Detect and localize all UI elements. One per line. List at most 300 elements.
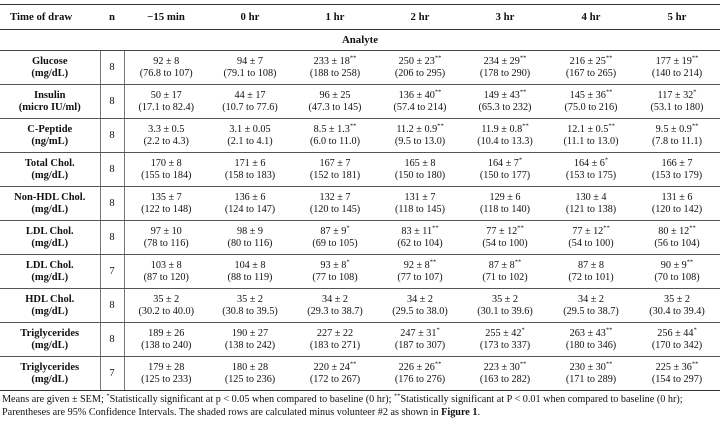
- cell-ci: (118 to 145): [395, 203, 445, 215]
- table-cell: [124, 85, 208, 119]
- cell-ci: (78 to 116): [143, 237, 189, 249]
- cell-ci: (62 to 104): [397, 237, 443, 249]
- cell-ci: (124 to 147): [224, 203, 276, 215]
- row-n: 8: [100, 323, 124, 357]
- cell-mean: [378, 192, 462, 204]
- cell-mean-value: 230 ± 30: [569, 361, 606, 373]
- row-n: 8: [100, 187, 124, 221]
- cell-mean: [378, 226, 462, 238]
- cell-ci: (30.1 to 39.6): [477, 305, 533, 317]
- table-cell: [462, 85, 548, 119]
- cell-ci: (87 to 120): [143, 271, 189, 283]
- table-footnote: [2, 393, 718, 419]
- table-cell: [548, 221, 634, 255]
- cell-mean: [634, 56, 720, 68]
- significance-mark: **: [608, 122, 615, 130]
- table-cell: [634, 221, 720, 255]
- analyte-unit: (mg/dL): [31, 203, 69, 215]
- table-cell: [292, 221, 378, 255]
- cell-ci: (183 to 271): [309, 339, 361, 351]
- table-cell: [208, 187, 292, 221]
- analyte-name: Insulin: [33, 89, 66, 101]
- cell-mean-value: 35 ± 2: [153, 293, 180, 305]
- analyte-name: Glucose: [31, 55, 68, 67]
- cell-ci: (167 to 265): [565, 67, 617, 79]
- table-cell: [378, 85, 462, 119]
- cell-mean-value: 87 ± 9: [320, 225, 347, 237]
- footnote-sup-double: **: [394, 392, 401, 400]
- table-cell: [124, 187, 208, 221]
- table-cell: [378, 119, 462, 153]
- table-cell: [124, 289, 208, 323]
- table-row: [0, 119, 720, 153]
- cell-mean-value: 247 ± 31: [400, 327, 437, 339]
- cell-mean: [634, 328, 720, 340]
- table-cell: [634, 357, 720, 391]
- cell-mean: [125, 192, 209, 204]
- cell-mean-value: 171 ± 6: [234, 157, 266, 169]
- analyte-unit: (mg/dL): [31, 271, 69, 283]
- header-col: 1 hr: [292, 5, 378, 30]
- significance-mark: **: [349, 122, 357, 130]
- cell-mean: [378, 90, 462, 102]
- cell-mean-value: 96 ± 25: [319, 89, 351, 101]
- table-cell: [462, 357, 548, 391]
- header-col: −15 min: [124, 5, 208, 30]
- cell-mean-value: 97 ± 10: [150, 225, 182, 237]
- cell-mean: [378, 56, 462, 68]
- cell-mean-value: 11.9 ± 0.8: [481, 123, 523, 135]
- significance-mark: **: [432, 224, 439, 232]
- table-cell: [378, 221, 462, 255]
- cell-ci: (180 to 346): [565, 339, 617, 351]
- cell-ci: (171 to 289): [565, 373, 617, 385]
- cell-mean: [378, 328, 462, 340]
- cell-ci: (77 to 107): [397, 271, 443, 283]
- cell-ci: (79.1 to 108): [223, 67, 277, 79]
- cell-mean: [208, 362, 292, 374]
- cell-mean-value: 11.2 ± 0.9: [396, 123, 438, 135]
- cell-ci: (172 to 267): [309, 373, 361, 385]
- table-cell: [634, 289, 720, 323]
- table-cell: [634, 85, 720, 119]
- cell-ci: (120 to 142): [651, 203, 703, 215]
- cell-ci: (47.3 to 145): [308, 101, 362, 113]
- cell-mean-value: 90 ± 9: [660, 259, 687, 271]
- cell-mean: [548, 294, 634, 306]
- cell-mean-value: 255 ± 42: [485, 327, 522, 339]
- cell-mean: [292, 124, 378, 136]
- table-cell: [462, 119, 548, 153]
- table-row: [0, 221, 720, 255]
- cell-mean: [548, 226, 634, 238]
- cell-ci: (72 to 101): [568, 271, 614, 283]
- cell-mean: [292, 226, 378, 238]
- cell-ci: (178 to 290): [479, 67, 531, 79]
- cell-mean-value: 34 ± 2: [322, 293, 348, 305]
- row-label: [0, 289, 100, 323]
- cell-ci: (138 to 240): [141, 339, 192, 351]
- figure-link[interactable]: Figure 1: [441, 407, 478, 418]
- significance-mark: **: [517, 224, 524, 232]
- cell-ci: (138 to 242): [224, 339, 276, 351]
- row-label: [0, 221, 100, 255]
- cell-ci: (80 to 116): [227, 237, 273, 249]
- cell-mean: [462, 158, 548, 170]
- cell-ci: (88 to 119): [227, 271, 273, 283]
- significance-mark: *: [436, 326, 440, 334]
- cell-mean: [462, 294, 548, 306]
- cell-mean: [125, 362, 209, 374]
- analyte-name: Non-HDL Chol.: [14, 191, 86, 203]
- table-cell: [292, 289, 378, 323]
- analyte-unit: (mg/dL): [31, 373, 69, 385]
- cell-mean: [548, 192, 634, 204]
- cell-mean-value: 9.5 ± 0.9: [655, 123, 692, 135]
- footnote-text-a: Means are given ± SEM;: [2, 394, 107, 405]
- cell-mean: [548, 124, 634, 136]
- cell-mean-value: 145 ± 36: [569, 89, 606, 101]
- cell-mean-value: 131 ± 7: [404, 191, 436, 203]
- cell-mean: [292, 90, 378, 102]
- table-cell: [292, 255, 378, 289]
- row-label: [0, 187, 100, 221]
- section-row: [0, 30, 720, 51]
- cell-mean-value: 34 ± 2: [578, 293, 604, 305]
- cell-ci: (176 to 276): [394, 373, 446, 385]
- cell-mean: [208, 90, 292, 102]
- cell-mean: [634, 192, 720, 204]
- cell-ci: (29.5 to 38.7): [563, 305, 619, 317]
- cell-ci: (2.2 to 4.3): [143, 135, 189, 147]
- cell-ci: (188 to 258): [309, 67, 361, 79]
- cell-mean-value: 132 ± 7: [319, 191, 351, 203]
- table-row: [0, 357, 720, 391]
- table-cell: [462, 221, 548, 255]
- cell-mean-value: 87 ± 8: [578, 259, 604, 271]
- cell-ci: (75.0 to 216): [564, 101, 618, 113]
- table-cell: [208, 323, 292, 357]
- table-cell: [634, 51, 720, 85]
- cell-ci: (163 to 282): [479, 373, 531, 385]
- cell-mean-value: 94 ± 7: [237, 55, 263, 67]
- cell-mean: [548, 328, 634, 340]
- significance-mark: **: [519, 360, 527, 368]
- analyte-unit: (ng/mL): [31, 135, 69, 147]
- significance-mark: *: [604, 156, 609, 164]
- analyte-name: HDL Chol.: [25, 293, 75, 305]
- cell-mean-value: 225 ± 36: [655, 361, 692, 373]
- cell-ci: (29.3 to 38.7): [307, 305, 363, 317]
- cell-mean-value: 98 ± 9: [237, 225, 263, 237]
- cell-mean-value: 256 ± 44: [657, 327, 694, 339]
- cell-mean-value: 177 ± 19: [655, 55, 692, 67]
- cell-mean-value: 129 ± 6: [489, 191, 521, 203]
- cell-mean: [292, 158, 378, 170]
- cell-mean-value: 223 ± 30: [483, 361, 520, 373]
- row-n: 8: [100, 85, 124, 119]
- significance-mark: **: [434, 88, 442, 96]
- cell-mean-value: 179 ± 28: [148, 361, 185, 373]
- significance-mark: *: [518, 156, 523, 164]
- cell-ci: (153 to 179): [651, 169, 703, 181]
- cell-ci: (56 to 104): [654, 237, 700, 249]
- cell-mean-value: 233 ± 18: [313, 55, 350, 67]
- cell-mean-value: 35 ± 2: [492, 293, 518, 305]
- cell-mean-value: 35 ± 2: [237, 293, 263, 305]
- cell-ci: (70 to 108): [654, 271, 700, 283]
- cell-mean-value: 166 ± 7: [661, 157, 693, 169]
- cell-mean: [125, 124, 209, 136]
- cell-mean-value: 164 ± 7: [487, 157, 519, 169]
- cell-mean-value: 227 ± 22: [316, 327, 354, 339]
- table-cell: [462, 289, 548, 323]
- analyte-name: Total Chol.: [24, 157, 75, 169]
- table-cell: [378, 323, 462, 357]
- cell-mean: [292, 294, 378, 306]
- cell-ci: (152 to 181): [309, 169, 361, 181]
- significance-mark: **: [349, 360, 357, 368]
- table-cell: [462, 153, 548, 187]
- table-cell: [208, 85, 292, 119]
- table-cell: [124, 323, 208, 357]
- significance-mark: **: [434, 54, 442, 62]
- table-cell: [548, 187, 634, 221]
- cell-ci: (150 to 180): [394, 169, 446, 181]
- cell-mean-value: 77 ± 12: [572, 225, 604, 237]
- analyte-unit: (mg/dL): [31, 339, 69, 351]
- cell-mean: [462, 362, 548, 374]
- row-label: [0, 255, 100, 289]
- table-cell: [124, 51, 208, 85]
- cell-mean-value: 12.1 ± 0.5: [567, 123, 609, 135]
- table-row: [0, 187, 720, 221]
- cell-mean: [634, 226, 720, 238]
- cell-mean-value: 87 ± 8: [488, 259, 515, 271]
- significance-mark: **: [349, 54, 357, 62]
- significance-mark: *: [521, 326, 525, 334]
- table-row: [0, 255, 720, 289]
- cell-ci: (65.3 to 232): [478, 101, 532, 113]
- significance-mark: **: [429, 258, 437, 266]
- cell-ci: (125 to 233): [141, 373, 192, 385]
- cell-mean: [548, 56, 634, 68]
- header-col: 5 hr: [634, 5, 720, 30]
- table-cell: [208, 51, 292, 85]
- analyte-unit: (mg/dL): [31, 169, 69, 181]
- header-row: [0, 5, 720, 30]
- cell-mean: [378, 362, 462, 374]
- cell-mean-value: 50 ± 17: [150, 89, 182, 101]
- significance-mark: *: [693, 88, 697, 96]
- cell-mean: [634, 90, 720, 102]
- table-cell: [124, 221, 208, 255]
- header-col: 2 hr: [378, 5, 462, 30]
- cell-mean: [208, 226, 292, 238]
- cell-mean: [292, 260, 378, 272]
- section-title: Analyte: [0, 30, 720, 51]
- table-cell: [292, 51, 378, 85]
- cell-mean: [208, 192, 292, 204]
- cell-mean-value: 189 ± 26: [148, 327, 185, 339]
- cell-ci: (54 to 100): [568, 237, 614, 249]
- table-cell: [548, 119, 634, 153]
- cell-mean-value: 136 ± 40: [398, 89, 435, 101]
- header-col: 4 hr: [548, 5, 634, 30]
- cell-ci: (53.1 to 180): [650, 101, 704, 113]
- header-col: 0 hr: [208, 5, 292, 30]
- table-cell: [634, 323, 720, 357]
- cell-mean: [378, 158, 462, 170]
- table-cell: [462, 255, 548, 289]
- table-cell: [208, 221, 292, 255]
- cell-mean: [462, 226, 548, 238]
- cell-mean: [634, 260, 720, 272]
- table-cell: [634, 255, 720, 289]
- cell-mean: [208, 56, 292, 68]
- cell-mean: [548, 260, 634, 272]
- cell-ci: (122 to 148): [141, 203, 192, 215]
- analyte-unit: (mg/dL): [31, 305, 69, 317]
- significance-mark: **: [603, 224, 610, 232]
- cell-mean-value: 83 ± 11: [401, 225, 433, 237]
- cell-mean-value: 103 ± 8: [150, 259, 182, 271]
- table-cell: [378, 187, 462, 221]
- cell-mean-value: 92 ± 8: [403, 259, 430, 271]
- cell-ci: (10.7 to 77.6): [222, 101, 278, 113]
- cell-mean: [634, 124, 720, 136]
- cell-ci: (158 to 183): [224, 169, 276, 181]
- cell-mean: [125, 158, 209, 170]
- analyte-name: C-Peptide: [27, 123, 73, 135]
- cell-mean-value: 167 ± 7: [319, 157, 351, 169]
- table-cell: [378, 51, 462, 85]
- footnote-text-c: Statistically significant at P < 0.01 when compared to baseline (0 hr); Parentheses are 95% Confidence Intervals. The shaded rows are calculated minus volunteer #2 as shown in: [2, 394, 683, 418]
- cell-mean-value: 170 ± 8: [150, 157, 182, 169]
- cell-mean: [292, 192, 378, 204]
- cell-mean: [292, 56, 378, 68]
- row-n: 7: [100, 357, 124, 391]
- analyte-name: LDL Chol.: [25, 259, 74, 271]
- table-cell: [462, 323, 548, 357]
- cell-mean: [462, 328, 548, 340]
- table-cell: [378, 357, 462, 391]
- row-n: 7: [100, 255, 124, 289]
- cell-mean: [462, 192, 548, 204]
- cell-mean: [125, 328, 209, 340]
- cell-mean: [548, 158, 634, 170]
- cell-ci: (17.1 to 82.4): [138, 101, 194, 113]
- significance-mark: **: [437, 122, 444, 130]
- cell-ci: (71 to 102): [482, 271, 528, 283]
- cell-ci: (30.2 to 40.0): [138, 305, 194, 317]
- cell-mean: [125, 90, 209, 102]
- header-col: 3 hr: [462, 5, 548, 30]
- cell-mean-value: 226 ± 26: [398, 361, 435, 373]
- table-cell: [124, 357, 208, 391]
- table-cell: [548, 85, 634, 119]
- table-cell: [548, 357, 634, 391]
- analyte-name: LDL Chol.: [25, 225, 74, 237]
- cell-mean: [125, 260, 209, 272]
- cell-mean-value: 8.5 ± 1.3: [313, 123, 350, 135]
- cell-mean-value: 190 ± 27: [231, 327, 269, 339]
- cell-ci: (150 to 177): [479, 169, 531, 181]
- cell-ci: (2.1 to 4.1): [227, 135, 273, 147]
- significance-mark: **: [689, 224, 696, 232]
- cell-mean: [125, 226, 209, 238]
- cell-ci: (69 to 105): [312, 237, 358, 249]
- significance-mark: **: [691, 54, 699, 62]
- cell-mean: [208, 158, 292, 170]
- cell-ci: (206 to 295): [394, 67, 446, 79]
- table-row: [0, 85, 720, 119]
- cell-mean: [208, 294, 292, 306]
- cell-ci: (140 to 214): [651, 67, 703, 79]
- cell-mean-value: 92 ± 8: [153, 55, 180, 67]
- row-label: [0, 119, 100, 153]
- significance-mark: **: [522, 122, 529, 130]
- cell-mean-value: 149 ± 43: [483, 89, 520, 101]
- row-label: [0, 85, 100, 119]
- cell-mean-value: 35 ± 2: [664, 293, 690, 305]
- table-cell: [378, 153, 462, 187]
- cell-ci: (30.8 to 39.5): [222, 305, 278, 317]
- cell-mean-value: 34 ± 2: [407, 293, 433, 305]
- cell-ci: (9.5 to 13.0): [394, 135, 446, 147]
- cell-mean-value: 44 ± 17: [234, 89, 266, 101]
- cell-mean-value: 165 ± 8: [404, 157, 436, 169]
- cell-mean: [378, 124, 462, 136]
- footnote-end: .: [477, 407, 481, 418]
- table-cell: [124, 153, 208, 187]
- cell-mean-value: 130 ± 4: [575, 191, 607, 203]
- table-cell: [208, 153, 292, 187]
- cell-mean: [208, 260, 292, 272]
- cell-mean-value: 180 ± 28: [231, 361, 269, 373]
- cell-mean: [292, 328, 378, 340]
- row-n: 8: [100, 153, 124, 187]
- significance-mark: **: [686, 258, 694, 266]
- significance-mark: *: [346, 224, 350, 232]
- row-n: 8: [100, 289, 124, 323]
- cell-mean-value: 220 ± 24: [313, 361, 350, 373]
- table-cell: [124, 119, 208, 153]
- cell-mean: [634, 294, 720, 306]
- cell-ci: (6.0 to 11.0): [310, 135, 360, 147]
- table-cell: [124, 255, 208, 289]
- table-cell: [292, 153, 378, 187]
- table-cell: [462, 51, 548, 85]
- cell-mean-value: 164 ± 6: [573, 157, 605, 169]
- cell-ci: (29.5 to 38.0): [392, 305, 448, 317]
- cell-mean-value: 117 ± 32: [657, 89, 694, 101]
- significance-mark: **: [605, 54, 613, 62]
- table-cell: [548, 153, 634, 187]
- row-label: [0, 357, 100, 391]
- table-cell: [548, 255, 634, 289]
- cell-ci: (10.4 to 13.3): [477, 135, 533, 147]
- table-cell: [634, 119, 720, 153]
- cell-mean-value: 263 ± 43: [569, 327, 606, 339]
- cell-ci: (118 to 140): [480, 203, 530, 215]
- table-cell: [208, 255, 292, 289]
- cell-mean: [208, 328, 292, 340]
- cell-mean: [208, 124, 292, 136]
- row-label: [0, 51, 100, 85]
- significance-mark: **: [514, 258, 522, 266]
- table-cell: [548, 323, 634, 357]
